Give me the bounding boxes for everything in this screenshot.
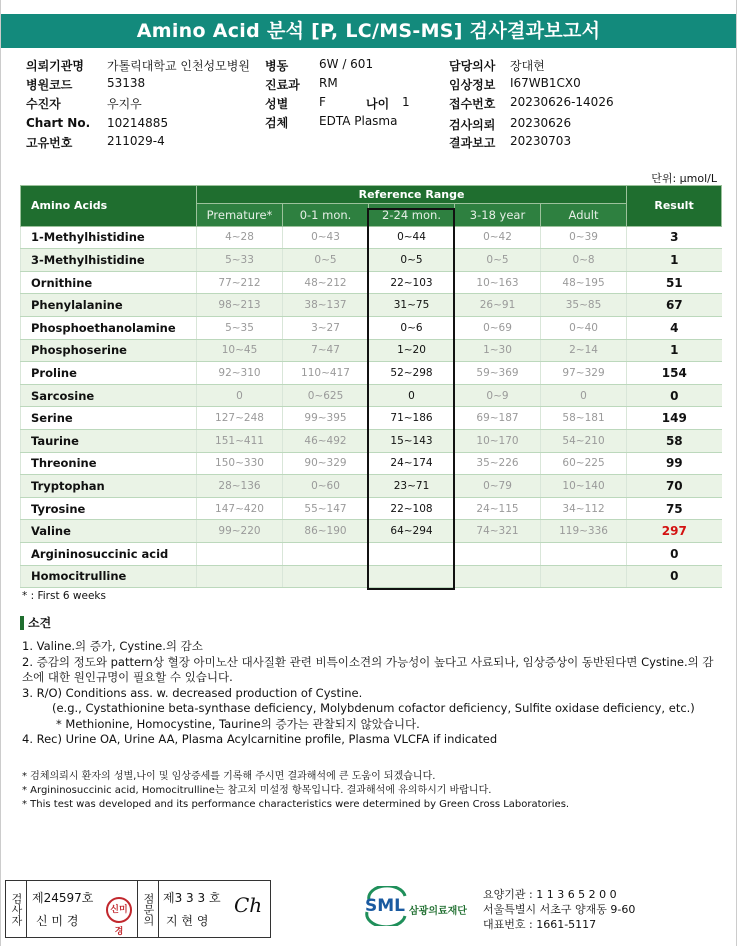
- value-patient: 우지우: [107, 97, 142, 111]
- amino-acid-name: Tyrosine: [21, 497, 197, 520]
- table-row: [21, 497, 722, 520]
- reference-range-cell: 0~8: [541, 249, 627, 272]
- result-value: 99: [627, 452, 722, 475]
- reference-range-cell: 71~186: [369, 407, 455, 430]
- amino-acid-name: Phosphoserine: [21, 339, 197, 362]
- patient-info: [0, 55, 737, 155]
- result-value: 70: [627, 475, 722, 498]
- reference-range-cell: 74~321: [455, 520, 541, 543]
- header-adult: Adult: [541, 204, 627, 227]
- comment-line: 3. R/O) Conditions ass. w. decreased production of Cystine.: [22, 685, 363, 700]
- note-line: * Argininosuccinic acid, Homocitrulline는 참고치 미설정 항목입니다. 결과해석에 유의하시기 바랍니다.: [22, 785, 492, 796]
- reference-range-cell: 0~625: [283, 384, 369, 407]
- amino-acid-name: Serine: [21, 407, 197, 430]
- result-value: 75: [627, 497, 722, 520]
- reference-range-cell: 3~27: [283, 316, 369, 339]
- value-doctor: 장대현: [510, 59, 545, 73]
- value-request-date: 20230626: [510, 116, 572, 130]
- notes: [22, 770, 569, 812]
- reference-range-cell: 46~492: [283, 429, 369, 452]
- reference-range-cell: 24~115: [455, 497, 541, 520]
- amino-acid-name: Phosphoethanolamine: [21, 316, 197, 339]
- reference-range-cell: 7~47: [283, 339, 369, 362]
- label-clinical-info: 임상정보: [449, 78, 496, 92]
- amino-acid-name: Homocitrulline: [21, 565, 197, 588]
- header-0-1-mon: 0-1 mon.: [283, 204, 369, 227]
- label-department: 진료과: [265, 78, 300, 92]
- reference-range-cell: 0: [197, 384, 283, 407]
- reference-range-cell: 23~71: [369, 475, 455, 498]
- result-value: 154: [627, 362, 722, 385]
- table-row: [21, 384, 722, 407]
- label-age: 나이: [366, 97, 390, 111]
- reference-range-cell: 10~140: [541, 475, 627, 498]
- table-row: [21, 452, 722, 475]
- reference-range-cell: 4~28: [197, 226, 283, 249]
- reference-range-cell: 147~420: [197, 497, 283, 520]
- result-value: 67: [627, 294, 722, 317]
- result-value: 0: [627, 542, 722, 565]
- reference-range-cell: [455, 542, 541, 565]
- reference-range-cell: 26~91: [455, 294, 541, 317]
- value-accession-no: 20230626-14026: [510, 95, 614, 109]
- reference-range-cell: 24~174: [369, 452, 455, 475]
- table-row: [21, 226, 722, 249]
- reference-range-cell: 90~329: [283, 452, 369, 475]
- reference-range-cell: 38~137: [283, 294, 369, 317]
- value-age: 1: [402, 95, 410, 109]
- result-value: 1: [627, 339, 722, 362]
- label-hospital-code: 병원코드: [26, 78, 73, 92]
- reference-range-cell: 10~170: [455, 429, 541, 452]
- reference-range-cell: 60~225: [541, 452, 627, 475]
- label-institution: 의뢰기관명: [26, 59, 84, 73]
- reference-range-cell: 0~42: [455, 226, 541, 249]
- header-reference-range: Reference Range: [197, 186, 627, 204]
- table-row: [21, 565, 722, 588]
- table-row: [21, 249, 722, 272]
- label-specimen: 검체: [265, 116, 289, 130]
- reference-range-cell: 0~9: [455, 384, 541, 407]
- comment-line: 2. 증감의 정도와 pattern상 혈장 아미노산 대사질환 관련 비특이소견의 가능성이 높다고 사료되나, 임상증상이 동반된다면 Cystine.의 감소에 대한 원인규명이 필요할 수 있습니다.: [22, 654, 714, 684]
- amino-acid-name: Threonine: [21, 452, 197, 475]
- value-institution: 가톨릭대학교 인천성모병원: [107, 59, 250, 73]
- footnote: * : First 6 weeks: [22, 590, 106, 602]
- table-row: [21, 475, 722, 498]
- label-request-date: 검사의뢰: [449, 118, 496, 132]
- value-department: RM: [319, 76, 338, 90]
- amino-acid-name: Argininosuccinic acid: [21, 542, 197, 565]
- label-ward: 병동: [265, 59, 289, 73]
- reference-range-cell: 0~44: [369, 226, 455, 249]
- reviewer-name: 지 현 영: [166, 914, 209, 928]
- label-chart-no: Chart No.: [26, 116, 91, 130]
- reference-range-cell: [369, 565, 455, 588]
- label-unique-no: 고유번호: [26, 136, 73, 150]
- section-header: [20, 614, 51, 631]
- result-value: 4: [627, 316, 722, 339]
- result-value: 58: [627, 429, 722, 452]
- reference-range-cell: 0~5: [455, 249, 541, 272]
- reviewer-license-no: 제3 3 3 호: [163, 891, 221, 905]
- tester-license-no: 제24597호: [32, 891, 94, 905]
- value-specimen: EDTA Plasma: [319, 114, 398, 128]
- label-doctor: 담당의사: [449, 59, 496, 73]
- reference-range-cell: 99~220: [197, 520, 283, 543]
- table-row: [21, 362, 722, 385]
- value-unique-no: 211029-4: [107, 134, 165, 148]
- reference-range-cell: 35~226: [455, 452, 541, 475]
- reference-range-cell: 0~43: [283, 226, 369, 249]
- reference-range-cell: 10~163: [455, 271, 541, 294]
- reference-range-cell: 0~60: [283, 475, 369, 498]
- amino-acid-name: Valine: [21, 520, 197, 543]
- amino-acid-name: Tryptophan: [21, 475, 197, 498]
- amino-acid-table: [20, 185, 722, 588]
- reference-range-cell: 2~14: [541, 339, 627, 362]
- result-value: 149: [627, 407, 722, 430]
- org-logo-text: SML: [365, 896, 405, 916]
- reference-range-cell: 98~213: [197, 294, 283, 317]
- comments: [22, 639, 717, 748]
- table-row: [21, 339, 722, 362]
- org-phone: 대표번호 : 1661-5117: [483, 918, 597, 931]
- header-3-18-year: 3-18 year: [455, 204, 541, 227]
- reference-range-cell: [541, 542, 627, 565]
- reference-range-cell: 48~195: [541, 271, 627, 294]
- reference-range-cell: [369, 542, 455, 565]
- reviewer-label: 점문의: [137, 881, 159, 937]
- value-hospital-code: 53138: [107, 76, 146, 90]
- result-value: 0: [627, 565, 722, 588]
- reference-range-cell: [197, 565, 283, 588]
- header-amino-acids: Amino Acids: [21, 186, 197, 227]
- comment-line: (e.g., Cystathionine beta-synthase deficiency, Molybdenum cofactor deficiency, Sulfite oxidase deficiency, etc.): [52, 701, 695, 715]
- reference-range-cell: 1~20: [369, 339, 455, 362]
- reference-range-cell: 52~298: [369, 362, 455, 385]
- tester-stamp: 신미경: [106, 897, 132, 923]
- result-value: 297: [627, 520, 722, 543]
- reference-range-cell: 0: [369, 384, 455, 407]
- result-value: 3: [627, 226, 722, 249]
- value-report-date: 20230703: [510, 134, 572, 148]
- label-sex: 성별: [265, 97, 289, 111]
- header-2-24-mon: 2-24 mon.: [369, 204, 455, 227]
- comment-line: * Methionine, Homocystine, Taurine의 증가는 관찰되지 않았습니다.: [56, 716, 420, 731]
- reference-range-cell: 54~210: [541, 429, 627, 452]
- reference-range-cell: 127~248: [197, 407, 283, 430]
- amino-acid-name: 1-Methylhistidine: [21, 226, 197, 249]
- org-code: 요양기관 : 1 1 3 6 5 2 0 0: [483, 888, 617, 901]
- reference-range-cell: 10~45: [197, 339, 283, 362]
- amino-acid-name: Ornithine: [21, 271, 197, 294]
- reference-range-cell: 0~79: [455, 475, 541, 498]
- reference-range-cell: 69~187: [455, 407, 541, 430]
- value-chart-no: 10214885: [107, 116, 169, 130]
- label-report-date: 결과보고: [449, 136, 496, 150]
- reviewer-signature: Ch: [234, 893, 263, 917]
- reference-range-cell: [283, 565, 369, 588]
- reference-range-cell: 151~411: [197, 429, 283, 452]
- amino-acid-name: Proline: [21, 362, 197, 385]
- value-clinical-info: I67WB1CX0: [510, 76, 581, 90]
- amino-acid-name: Phenylalanine: [21, 294, 197, 317]
- label-accession-no: 접수번호: [449, 97, 496, 111]
- reference-range-cell: 5~35: [197, 316, 283, 339]
- reference-range-cell: 86~190: [283, 520, 369, 543]
- reference-range-cell: 150~330: [197, 452, 283, 475]
- org-info: [483, 887, 635, 932]
- reference-range-cell: 0~39: [541, 226, 627, 249]
- table-row: [21, 520, 722, 543]
- reference-range-cell: 1~30: [455, 339, 541, 362]
- reference-range-cell: [197, 542, 283, 565]
- header-result: Result: [627, 186, 722, 227]
- reference-range-cell: 31~75: [369, 294, 455, 317]
- reference-range-cell: 22~103: [369, 271, 455, 294]
- reference-range-cell: 35~85: [541, 294, 627, 317]
- table-row: [21, 294, 722, 317]
- org-logo: [365, 886, 485, 926]
- reference-range-cell: 64~294: [369, 520, 455, 543]
- unit-label: 단위: μmol/L: [651, 172, 717, 185]
- reference-range-cell: 58~181: [541, 407, 627, 430]
- reference-range-cell: [283, 542, 369, 565]
- reference-range-cell: 92~310: [197, 362, 283, 385]
- table-row: [21, 407, 722, 430]
- reference-range-cell: 55~147: [283, 497, 369, 520]
- amino-acid-name: 3-Methylhistidine: [21, 249, 197, 272]
- comment-line: 4. Rec) Urine OA, Urine AA, Plasma Acylcarnitine profile, Plasma VLCFA if indicated: [22, 732, 498, 746]
- result-value: 0: [627, 384, 722, 407]
- note-line: * 검체의뢰시 환자의 성별,나이 및 임상증세를 기록해 주시면 결과해석에 큰 도움이 되겠습니다.: [22, 771, 436, 782]
- reference-range-cell: 0: [541, 384, 627, 407]
- reference-range-cell: 0~6: [369, 316, 455, 339]
- amino-acid-name: Sarcosine: [21, 384, 197, 407]
- reference-range-cell: [455, 565, 541, 588]
- section-title: 소견: [28, 616, 52, 630]
- reference-range-cell: 5~33: [197, 249, 283, 272]
- note-line: * This test was developed and its performance characteristics were determined by Green Cross Laboratories.: [22, 799, 570, 810]
- reference-range-cell: 22~108: [369, 497, 455, 520]
- comment-line: 1. Valine.의 증가, Cystine.의 감소: [22, 639, 203, 653]
- reference-range-cell: [541, 565, 627, 588]
- reference-range-cell: 119~336: [541, 520, 627, 543]
- table-row: [21, 271, 722, 294]
- reference-range-cell: 15~143: [369, 429, 455, 452]
- result-value: 1: [627, 249, 722, 272]
- reference-range-cell: 28~136: [197, 475, 283, 498]
- reference-range-cell: 48~212: [283, 271, 369, 294]
- table-row: [21, 429, 722, 452]
- reference-range-cell: 59~369: [455, 362, 541, 385]
- reference-range-cell: 77~212: [197, 271, 283, 294]
- result-value: 51: [627, 271, 722, 294]
- reference-range-cell: 0~5: [283, 249, 369, 272]
- reference-range-cell: 0~40: [541, 316, 627, 339]
- tester-label: 검사자: [6, 881, 27, 937]
- signature-box: [5, 880, 271, 938]
- header-premature: Premature*: [197, 204, 283, 227]
- reference-range-cell: 0~69: [455, 316, 541, 339]
- org-name: 삼광의료재단: [409, 906, 467, 917]
- org-address: 서울특별시 서초구 양재동 9-60: [483, 903, 636, 916]
- value-sex: F: [319, 95, 326, 109]
- tester-name: 신 미 경: [36, 914, 79, 928]
- amino-acid-name: Taurine: [21, 429, 197, 452]
- report-title: Amino Acid 분석 [P, LC/MS-MS] 검사결과보고서: [0, 14, 737, 48]
- reference-range-cell: 97~329: [541, 362, 627, 385]
- reference-range-cell: 0~5: [369, 249, 455, 272]
- label-patient: 수진자: [26, 97, 61, 111]
- reference-range-cell: 34~112: [541, 497, 627, 520]
- value-ward: 6W / 601: [319, 57, 374, 71]
- reference-range-cell: 110~417: [283, 362, 369, 385]
- section-marker: [20, 616, 24, 630]
- reference-range-cell: 99~395: [283, 407, 369, 430]
- table-row: [21, 316, 722, 339]
- table-row: [21, 542, 722, 565]
